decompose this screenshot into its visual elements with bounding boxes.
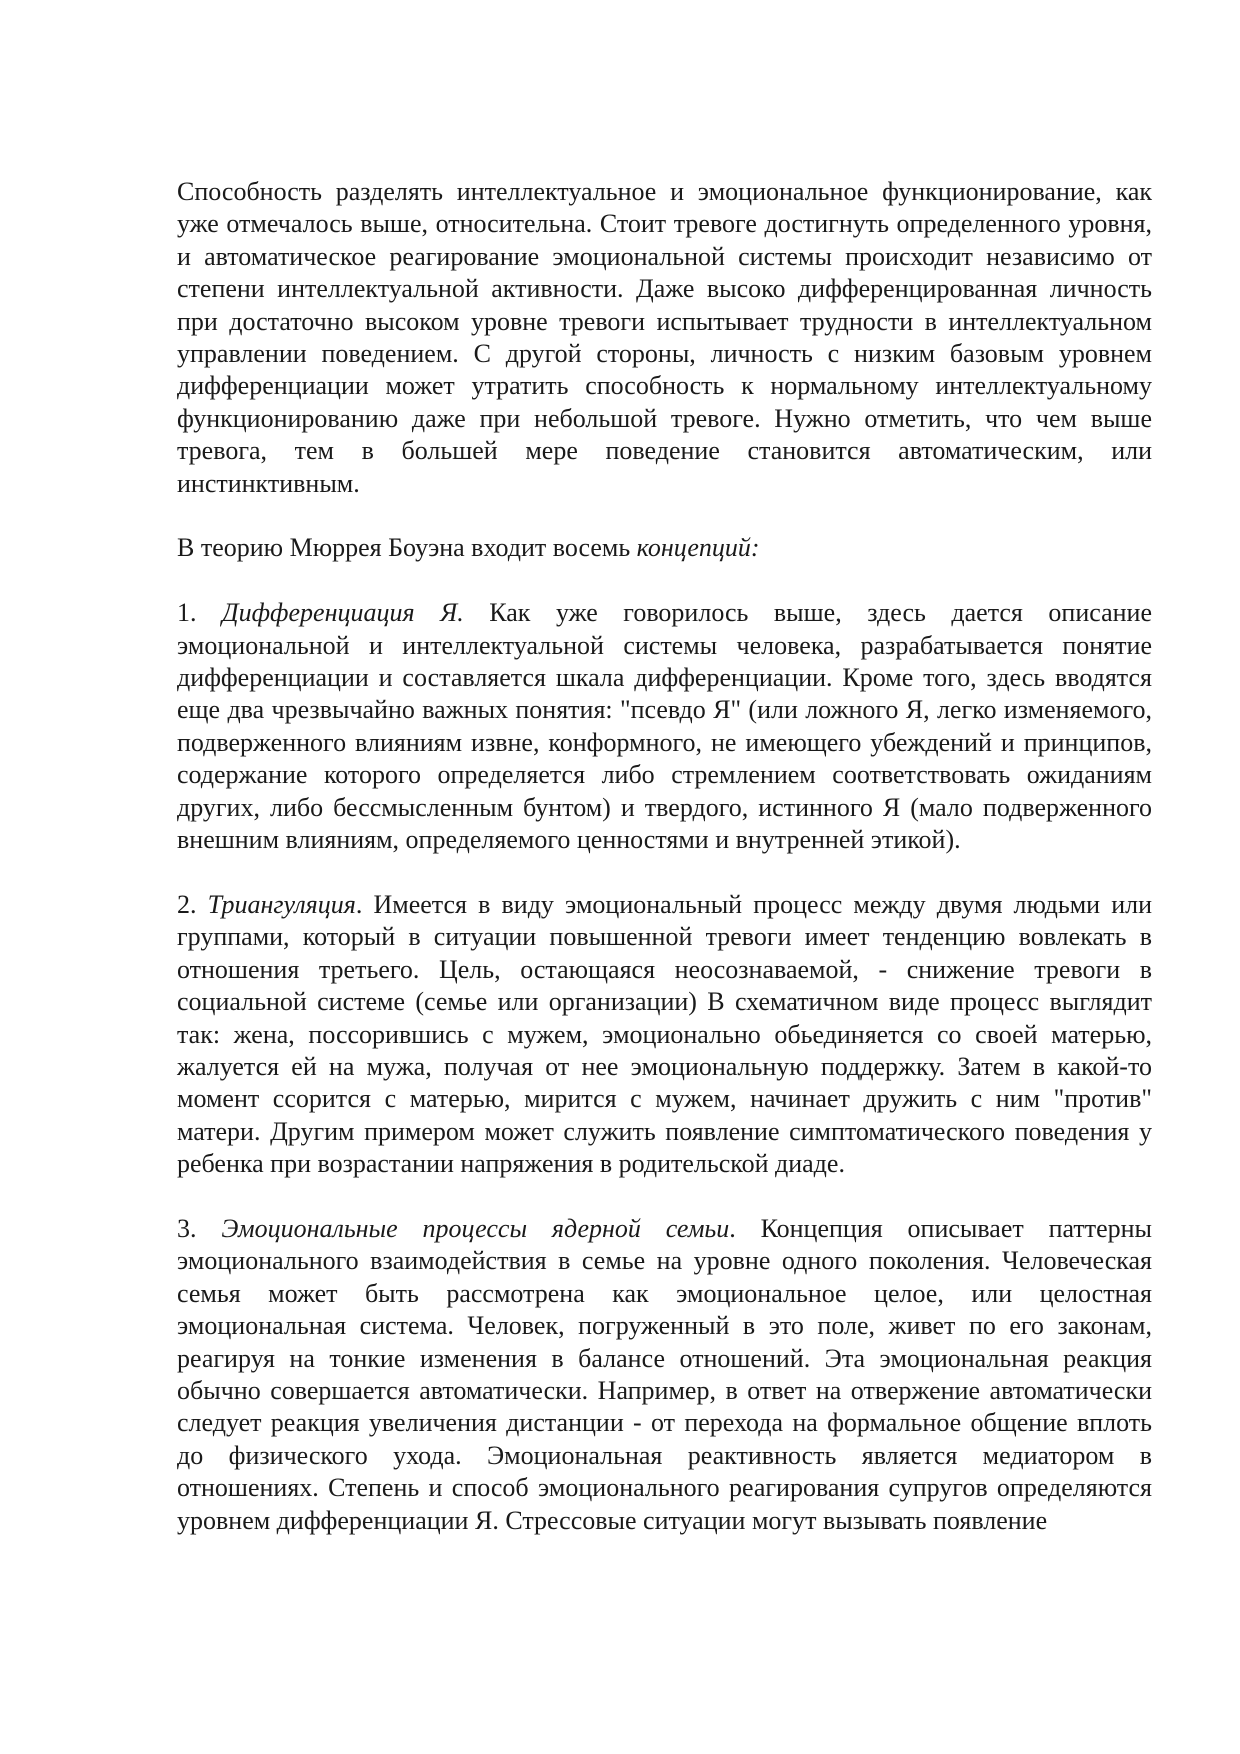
intro-text: В теорию Мюррея Боуэна входит восемь	[177, 533, 637, 563]
concept-item-differentiation	[177, 597, 1152, 856]
document-body	[177, 176, 1152, 1537]
concept-body: Как уже говорилось выше, здесь дается описание эмоциональной и интеллектуальной системы человека, разрабатывается понятие дифференциации и составляется шкала дифференциации. Кроме того, здесь вводятся еще два чрезвычайно важных понятия: "псевдо Я" (или ложного Я, легко изменяемого, подверженного влияниям извне, конформного, не имеющего убеждений и принципов, содержание которого определяется либо стремлением соответствовать ожиданиям других, либо бессмысленным бунтом) и твердого, истинного Я (мало подверженного внешним влияниям, определяемого ценностями и внутренней этикой).	[177, 598, 1153, 855]
concept-number: 1.	[177, 598, 197, 628]
concepts-intro	[177, 532, 1152, 564]
intro-term: концепций:	[636, 533, 760, 563]
paragraph-differentiation-anxiety	[177, 176, 1152, 500]
concept-title: Эмоциональные процессы ядерной семьи	[221, 1213, 730, 1243]
concept-body: . Имеется в виду эмоциональный процесс между двумя людьми или группами, который в ситуации повышенной тревоги имеет тенденцию вовлекать в отношения третьего. Цель, остающаяся неосознаваемой, - снижение тревоги в социальной системе (семье или организации) В схематичном виде процесс выглядит так: жена, поссорившись с мужем, эмоционально обьединяется со своей матерью, жалуется ей на мужа, получая от нее эмоциональную поддержку. Затем в какой-то момент ссорится с матерью, мирится с мужем, начинает дружить с ним "против" матери. Другим примером может служить появление симптоматического поведения у ребенка при возрастании напряжения в родительской диаде.	[177, 889, 1153, 1179]
concept-title: Триангуляция	[207, 889, 356, 919]
concept-title: Дифференциация Я.	[222, 598, 464, 628]
concept-number: 3.	[177, 1213, 197, 1243]
concept-item-nuclear-family	[177, 1213, 1152, 1537]
paragraph-text: Способность разделять интеллектуальное и эмоциональное функционирование, как уже отмечалось выше, относительна. Стоит тревоге достигнуть определенного уровня, и автоматическое реагирование эмоциональной системы происходит независимо от степени интеллектуальной активности. Даже высоко дифференцированная личность при достаточно высоком уровне тревоги испытывает трудности в интеллектуальном управлении поведением. С другой стороны, личность с низким базовым уровнем дифференциации может утратить способность к нормальному интеллектуальному функционированию даже при небольшой тревоге. Нужно отметить, что чем выше тревога, тем в большей мере поведение становится автоматическим, или инстинктивным.	[177, 177, 1152, 498]
concept-body: . Концепция описывает паттерны эмоционального взаимодействия в семье на уровне одного поколения. Человеческая семья может быть рассмотрена как эмоциональное целое, или целостная эмоциональная система. Человек, погруженный в это поле, живет по его законам, реагируя на тонкие изменения в балансе отношений. Эта эмоциональная реакция обычно совершается автоматически. Например, в ответ на отвержение автоматически следует реакция увеличения дистанции - от перехода на формальное общение вплоть до физического ухода. Эмоциональная реактивность является медиатором в отношениях. Степень и способ эмоционального реагирования супругов определяются уровнем дифференциации Я. Стрессовые ситуации могут вызывать появление	[177, 1213, 1153, 1535]
concept-item-triangulation	[177, 889, 1152, 1181]
concept-number: 2.	[177, 889, 197, 919]
